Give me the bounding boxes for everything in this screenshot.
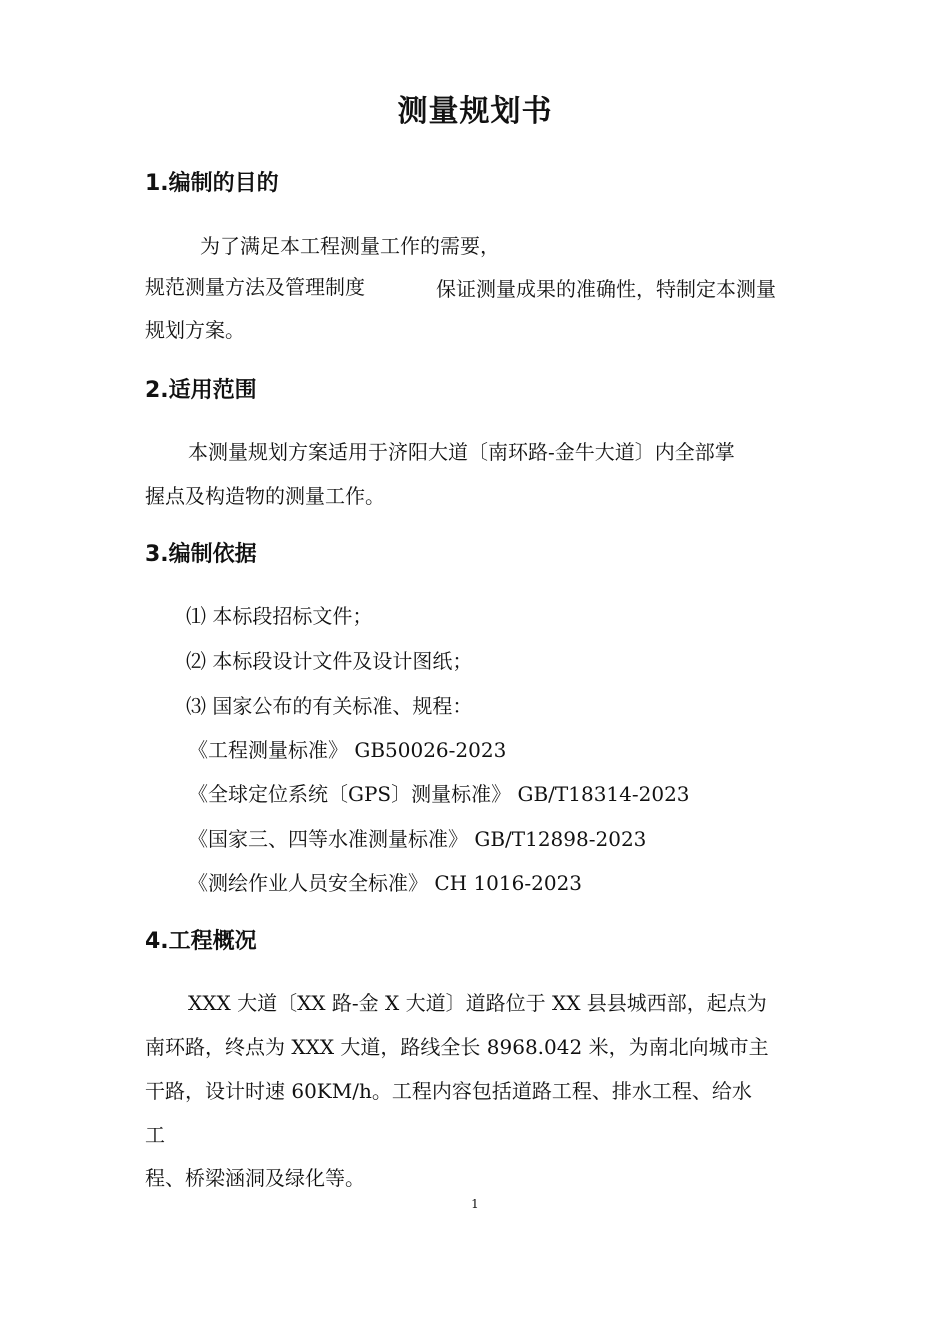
section-1-line-2a: 规范测量方法及管理制度 [145,275,365,299]
standard-item-3: 《国家三、四等水准测量标准》 GB/T12898-2023 [188,827,647,851]
page-number: 1 [471,1197,479,1211]
section-1-line-1: 为了满足本工程测量工作的需要， [200,234,500,258]
basis-item-3: ⑶ 国家公布的有关标准、规程： [186,694,473,718]
section-2-line-1: 本测量规划方案适用于济阳大道〔南环路-金牛大道〕内全部掌 [188,440,735,464]
basis-item-2: ⑵ 本标段设计文件及设计图纸； [186,649,473,673]
section-3-heading: 3.编制依据 [145,542,257,567]
standard-item-4: 《测绘作业人员安全标准》 CH 1016-2023 [188,871,583,895]
section-4-line-2: 南环路，终点为 XXX 大道，路线全长 8968.042 米，为南北向城市主 [145,1035,769,1059]
section-1-line-2b: 保证测量成果的准确性，特制定本测量 [436,277,776,301]
section-1-line-3: 规划方案。 [145,318,245,342]
section-4-heading: 4.工程概况 [145,929,257,954]
section-1-heading: 1.编制的目的 [145,171,279,196]
section-4-line-3: 干路，设计时速 60KM/h。工程内容包括道路工程、排水工程、给水 [145,1079,752,1103]
section-4-line-1: XXX 大道〔XX 路-金 X 大道〕道路位于 XX 县县城西部，起点为 [188,991,767,1015]
section-4-line-5: 程、桥梁涵洞及绿化等。 [145,1166,365,1190]
section-2-heading: 2.适用范围 [145,378,257,403]
standard-item-1: 《工程测量标准》 GB50026-2023 [188,738,507,762]
basis-item-1: ⑴ 本标段招标文件； [186,604,373,628]
section-4-line-4: 工 [145,1123,165,1147]
standard-item-2: 《全球定位系统〔GPS〕测量标准》 GB/T18314-2023 [188,782,690,806]
section-2-line-2: 握点及构造物的测量工作。 [145,484,385,508]
page-title: 测量规划书 [397,94,553,129]
